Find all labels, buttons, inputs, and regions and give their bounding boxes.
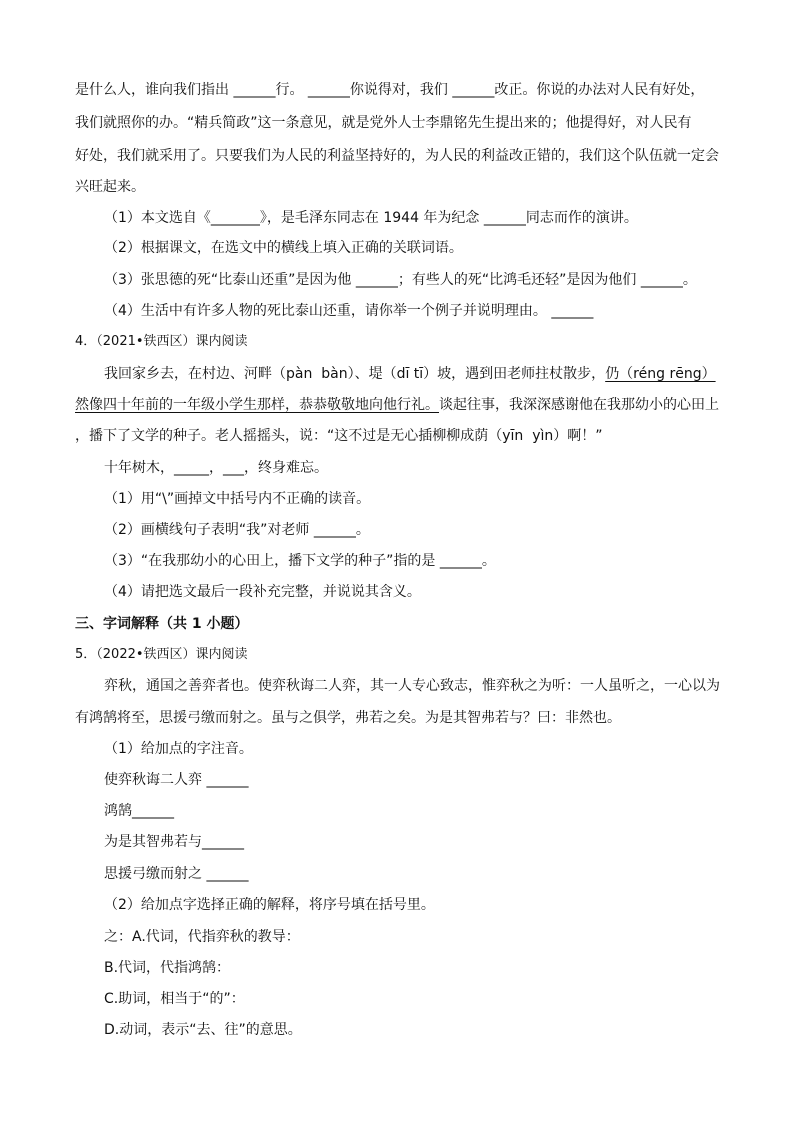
answer-line: 思援弓缴而射之 ______ bbox=[104, 866, 249, 882]
question-5-header: 5．（2022•铁西区）课内阅读 bbox=[75, 647, 248, 662]
question-3-3: （3）张思德的死“比泰山还重”是因为他 ______；有些人的死“比鸿毛还轻”是因为他们 ______。 bbox=[104, 272, 697, 288]
passage-line: 好处，我们就采用了。只要我们为人民的利益坚持好的，为人民的利益改正错的，我们这个队伍就一定会 bbox=[75, 148, 719, 164]
passage-line: 是什么人，谁向我们指出 ______行。 ______你说得对，我们 ______改正。你说的办法对人民有好处， bbox=[75, 82, 705, 98]
question-3-4: （4）生活中有许多人物的死比泰山还重，请你举一个例子并说明理由。 ______ bbox=[104, 303, 594, 319]
answer-line: 为是其智弗若与______ bbox=[104, 834, 244, 850]
question-4-1: （1）用“\”画掉文中括号内不正确的读音。 bbox=[104, 491, 371, 507]
passage-line: 有鸿鹄将至，思援弓缴而射之。虽与之俱学，弗若之矣。为是其智弗若与？曰：非然也。 bbox=[75, 710, 621, 726]
question-5-1: （1）给加点的字注音。 bbox=[104, 741, 253, 757]
passage-line bbox=[104, 364, 716, 384]
section-title: 三、字词解释（共 1 小题） bbox=[75, 616, 249, 632]
passage-line: 我们就照你的办。“精兵简政”这一条意见，就是党外人士李鼎铭先生提出来的；他提得好，对人民有 bbox=[75, 115, 692, 131]
question-5-2: （2）给加点字选择正确的解释，将序号填在括号里。 bbox=[104, 897, 435, 913]
answer-line: 鸿鹄______ bbox=[104, 803, 174, 819]
question-4-2: （2）画横线句子表明“我”对老师 ______。 bbox=[104, 522, 370, 538]
answer-line: 使弈秋诲二人弈 ______ bbox=[104, 772, 249, 788]
passage-text: 我回家乡去，在村边、河畔（pàn bàn）、堤（dī tī）坡，遇到田老师拄杖散步， bbox=[104, 366, 606, 382]
question-4-3: （3）“在我那幼小的心田上，播下文学的种子”指的是 ______。 bbox=[104, 553, 496, 569]
passage-text: 谈起往事，我深深感谢他在我那幼小的心田上 bbox=[439, 397, 719, 413]
option-line: C.助词，相当于“的”： bbox=[104, 991, 245, 1007]
passage-line: ，播下了文学的种子。老人摇摇头，说：“这不过是无心插柳柳成荫（yīn yìn）啊！” bbox=[75, 428, 603, 444]
passage-line: 兴旺起来。 bbox=[75, 179, 145, 195]
question-4-header: 4．（2021•铁西区）课内阅读 bbox=[75, 334, 248, 349]
underlined-sentence: 仍（réng rēng） bbox=[605, 366, 716, 382]
question-3-2: （2）根据课文，在选文中的横线上填入正确的关联词语。 bbox=[104, 240, 463, 256]
question-3-1: （1）本文选自《_______》，是毛泽东同志在 1944 年为纪念 ______同志而作的演讲。 bbox=[104, 210, 638, 226]
option-line: 之：A.代词，代指弈秋的教导： bbox=[104, 929, 300, 945]
passage-line: 十年树木，_____，___，终身难忘。 bbox=[104, 460, 328, 476]
question-4-4: （4）请把选文最后一段补充完整，并说说其含义。 bbox=[104, 584, 421, 600]
option-line: B.代词，代指鸿鹄： bbox=[104, 960, 231, 976]
option-line: D.动词，表示“去、往”的意思。 bbox=[104, 1022, 302, 1038]
underlined-sentence: 然像四十年前的一年级小学生那样，恭恭敬敬地向他行礼。 bbox=[75, 397, 439, 413]
passage-line bbox=[75, 395, 719, 415]
passage-line: 弈秋，通国之善弈者也。使弈秋诲二人弈，其一人专心致志，惟弈秋之为听：一人虽听之，一心以为 bbox=[104, 678, 720, 694]
